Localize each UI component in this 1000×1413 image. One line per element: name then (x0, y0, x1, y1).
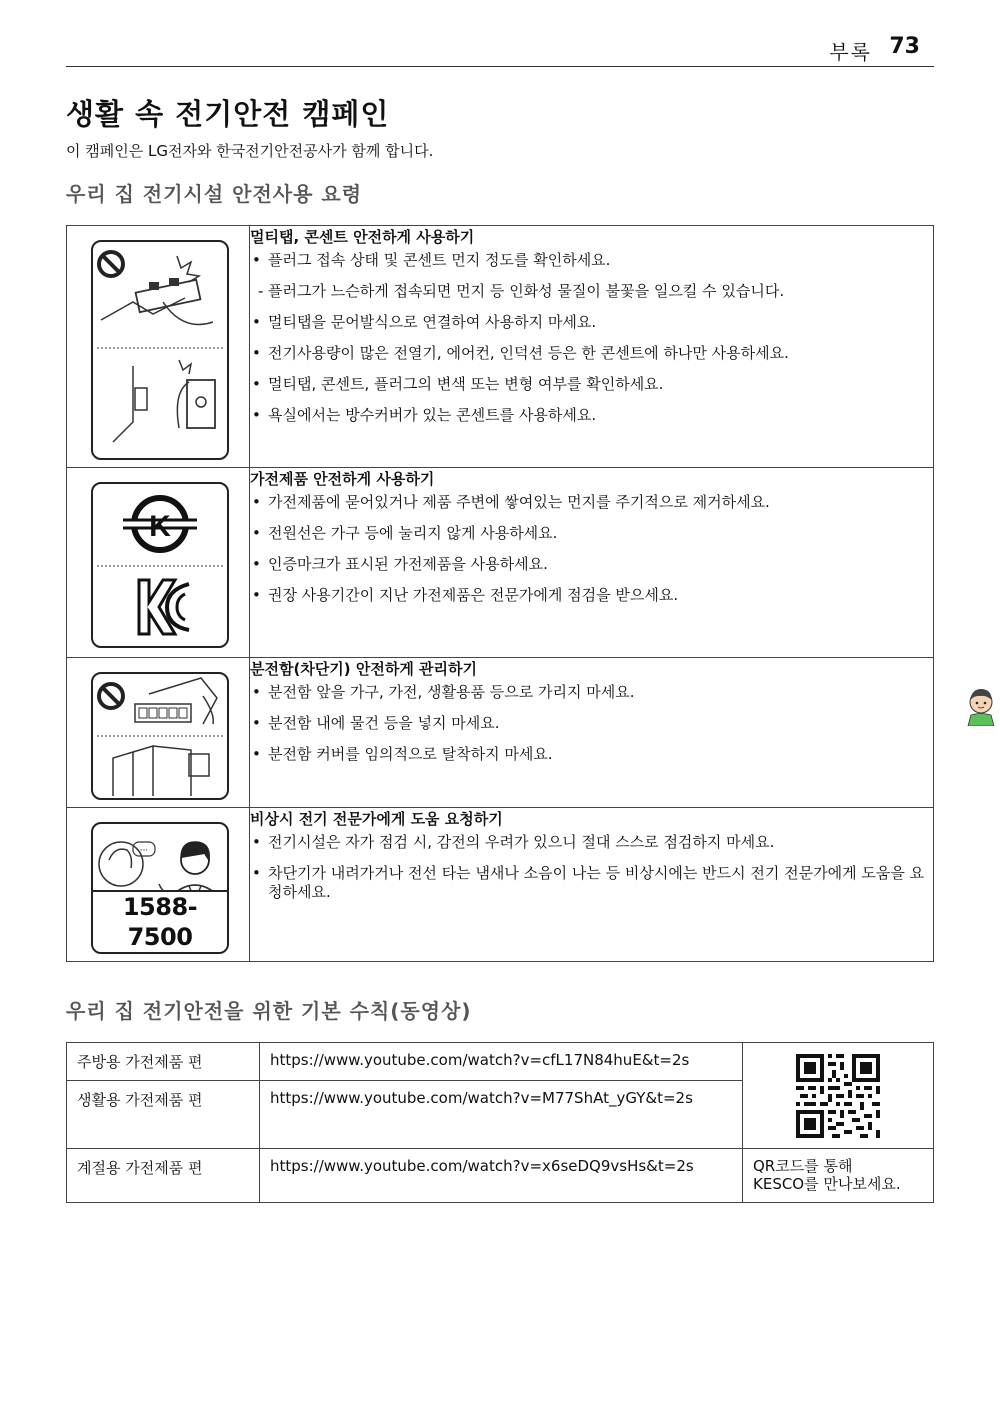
page-subtitle: 이 캠페인은 LG전자와 한국전기안전공사가 함께 합니다. (66, 142, 434, 160)
safety-row (67, 808, 934, 962)
kc-certification-icon (91, 482, 229, 648)
safety-row (67, 658, 934, 808)
bullet-list (250, 493, 933, 605)
safety-row (67, 226, 934, 468)
expert-call-icon (91, 822, 229, 954)
section-heading-video-guide: 우리 집 전기안전을 위한 기본 수칙(동영상) (66, 999, 472, 1023)
video-link[interactable]: https://www.youtube.com/watch?v=x6seDQ9vsHs&t=2s (260, 1149, 743, 1203)
video-link[interactable]: https://www.youtube.com/watch?v=M77ShAt_yGY&t=2s (260, 1081, 743, 1149)
list-item: • 전기시설은 자가 점검 시, 감전의 우려가 있으니 절대 스스로 점검하지 마세요. (250, 833, 933, 852)
svg-text:···: ··· (139, 846, 149, 856)
qr-note-line: KESCO를 만나보세요. (753, 1175, 901, 1193)
table-row (67, 1149, 934, 1203)
safety-guide-table (66, 225, 934, 962)
qr-note (743, 1149, 934, 1203)
header-section-label: 부록 (829, 40, 872, 64)
bullet-list (250, 683, 933, 764)
list-item: • 차단기가 내려가거나 전선 타는 냄새나 소음이 나는 등 비상시에는 반드시 전기 전문가에게 도움을 요청하세요. (250, 864, 933, 902)
video-category: 계절용 가전제품 편 (67, 1149, 260, 1203)
video-link-table (66, 1042, 934, 1203)
qr-code-cell (743, 1043, 934, 1149)
list-item: • 가전제품에 묻어있거나 제품 주변에 쌓여있는 먼지를 주기적으로 제거하세요. (250, 493, 933, 512)
video-category: 생활용 가전제품 편 (67, 1081, 260, 1149)
list-item: • 인증마크가 표시된 가전제품을 사용하세요. (250, 555, 933, 574)
bullet-list (250, 251, 933, 425)
list-item: • 권장 사용기간이 지난 가전제품은 전문가에게 점검을 받으세요. (250, 586, 933, 605)
list-item: • 플러그 접속 상태 및 콘센트 먼지 정도를 확인하세요. (250, 251, 933, 270)
item-title: 멀티탭, 콘센트 안전하게 사용하기 (250, 228, 475, 246)
page-title: 생활 속 전기안전 캠페인 (66, 97, 390, 131)
item-title: 비상시 전기 전문가에게 도움 요청하기 (250, 810, 503, 828)
qr-note-line: QR코드를 통해 (753, 1157, 853, 1175)
bullet-list (250, 833, 933, 902)
page-header (66, 30, 934, 67)
video-link[interactable]: https://www.youtube.com/watch?v=cfL17N84huE&t=2s (260, 1043, 743, 1081)
list-item: - 플러그가 느슨하게 접속되면 먼지 등 인화성 물질이 불꽃을 일으킬 수 있습니다. (250, 282, 933, 301)
breaker-box-icon (91, 672, 229, 800)
svg-text:K: K (149, 510, 171, 543)
list-item: • 분전함 커버를 임의적으로 탈착하지 마세요. (250, 745, 933, 764)
qr-code-icon[interactable] (796, 1054, 880, 1138)
page-number: 73 (889, 34, 920, 59)
list-item: • 욕실에서는 방수커버가 있는 콘센트를 사용하세요. (250, 406, 933, 425)
item-title: 분전함(차단기) 안전하게 관리하기 (250, 660, 478, 678)
list-item: • 멀티탭, 콘센트, 플러그의 변색 또는 변형 여부를 확인하세요. (250, 375, 933, 394)
multitap-prohibited-icon (91, 240, 229, 460)
video-category: 주방용 가전제품 편 (67, 1043, 260, 1081)
phone-number: 1588-7500 (93, 890, 227, 952)
list-item: • 멀티탭을 문어발식으로 연결하여 사용하지 마세요. (250, 313, 933, 332)
list-item: • 전기사용량이 많은 전열기, 에어컨, 인덕션 등은 한 콘센트에 하나만 사용하세요. (250, 344, 933, 363)
list-item: • 분전함 내에 물건 등을 넣지 마세요. (250, 714, 933, 733)
list-item: • 전원선은 가구 등에 눌리지 않게 사용하세요. (250, 524, 933, 543)
mascot-icon (962, 686, 1000, 726)
section-heading-facility-safety: 우리 집 전기시설 안전사용 요령 (66, 182, 363, 206)
table-row (67, 1043, 934, 1081)
safety-row (67, 468, 934, 658)
list-item: • 분전함 앞을 가구, 가전, 생활용품 등으로 가리지 마세요. (250, 683, 933, 702)
item-title: 가전제품 안전하게 사용하기 (250, 470, 435, 488)
